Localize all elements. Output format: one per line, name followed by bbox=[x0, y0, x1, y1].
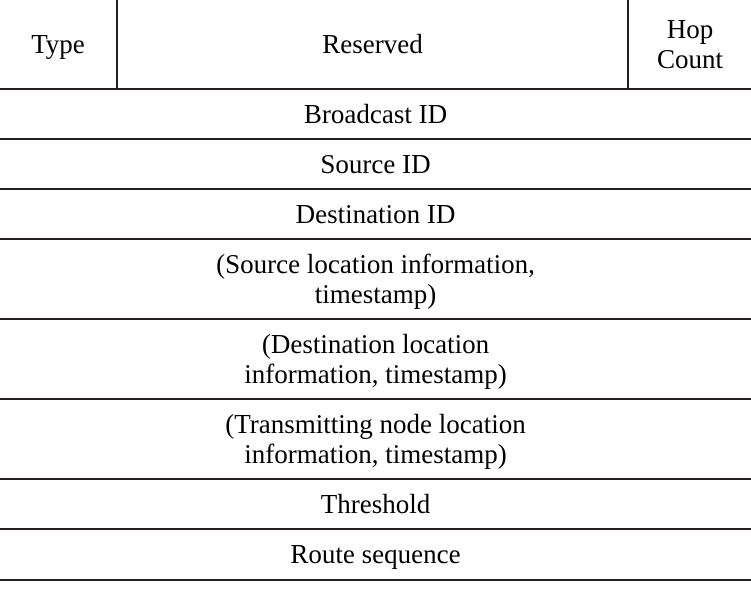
field-transmitting-node-location-line1: (Transmitting node location bbox=[225, 408, 526, 439]
row-threshold bbox=[0, 478, 751, 528]
row-transmitting-node-location bbox=[0, 398, 751, 478]
field-destination-id: Destination ID bbox=[295, 198, 456, 229]
field-destination-location-text bbox=[244, 329, 506, 389]
field-hop-count-text bbox=[635, 14, 745, 74]
row-source-id bbox=[0, 138, 751, 188]
field-route-sequence: Route sequence bbox=[290, 539, 461, 570]
field-destination-location-line2: information, timestamp) bbox=[244, 359, 507, 389]
field-source-location-line2: timestamp) bbox=[314, 279, 437, 309]
field-broadcast-id: Broadcast ID bbox=[303, 98, 448, 129]
row-destination-location bbox=[0, 318, 751, 398]
field-transmitting-node-location-text bbox=[225, 409, 525, 469]
row-broadcast-id bbox=[0, 88, 751, 138]
field-threshold: Threshold bbox=[320, 488, 431, 519]
field-destination-location-line1: (Destination location bbox=[261, 328, 490, 359]
field-transmitting-node-location-line2: information, timestamp) bbox=[244, 439, 507, 469]
field-type: Type bbox=[0, 0, 118, 88]
row-destination-id bbox=[0, 188, 751, 238]
field-hop-count-line2: Count bbox=[656, 44, 723, 74]
field-destination-location bbox=[0, 320, 751, 398]
row-route-sequence bbox=[0, 528, 751, 581]
field-source-location-line1: (Source location information, bbox=[216, 248, 535, 279]
row-source-location bbox=[0, 238, 751, 318]
field-hop-count bbox=[629, 0, 751, 88]
field-source-location-text bbox=[216, 249, 535, 309]
field-reserved: Reserved bbox=[118, 0, 629, 88]
header-fields-row bbox=[0, 0, 751, 88]
field-source-location bbox=[0, 240, 751, 318]
field-transmitting-node-location bbox=[0, 400, 751, 478]
field-hop-count-line1: Hop bbox=[666, 13, 714, 44]
field-source-id: Source ID bbox=[320, 148, 431, 179]
